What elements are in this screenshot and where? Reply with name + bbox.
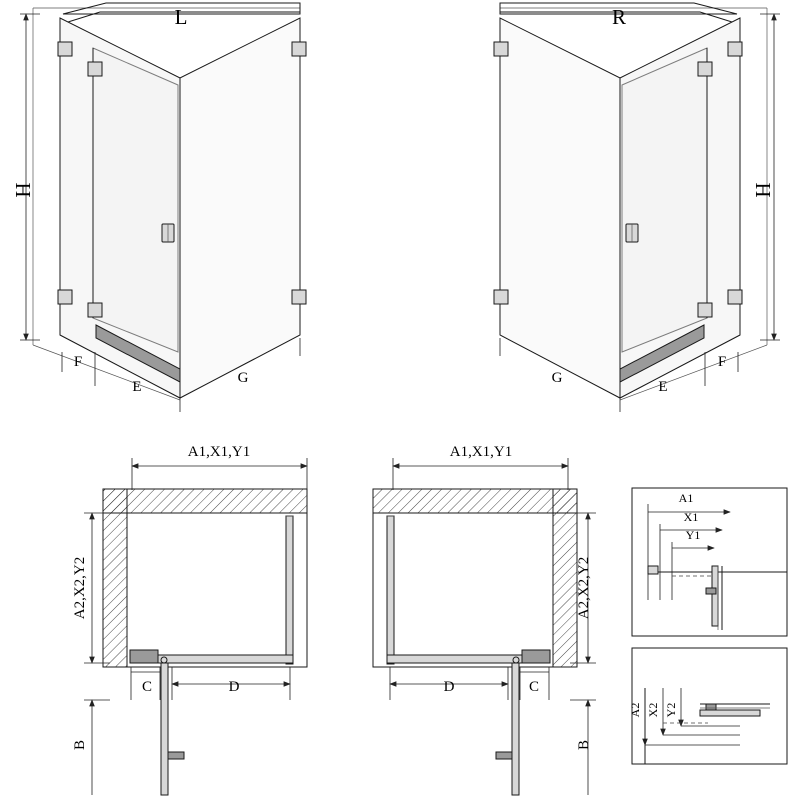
dim-label-A2X2Y2-right: A2,X2,Y2 — [576, 556, 592, 620]
detail-label-X2: X2 — [646, 702, 660, 718]
view-label-R: R — [611, 5, 627, 29]
detail-view-horizontal — [632, 488, 787, 636]
plan-view-right — [373, 444, 596, 795]
dim-label-B-right: B — [576, 739, 592, 751]
dim-label-H-left: H — [11, 182, 35, 198]
dim-label-G-left: G — [237, 370, 249, 386]
dim-label-A1X1Y1-right: A1,X1,Y1 — [449, 444, 513, 460]
dim-label-E-right: E — [658, 379, 668, 395]
dim-label-H-right: H — [751, 182, 775, 198]
view-label-L: L — [174, 5, 188, 29]
dim-label-F-left: F — [73, 354, 83, 370]
dim-label-G-right: G — [551, 370, 563, 386]
detail-label-X1: X1 — [683, 510, 699, 524]
view-left-isometric — [11, 3, 306, 412]
view-right-isometric — [494, 3, 780, 412]
detail-view-vertical — [628, 648, 787, 764]
plan-view-left — [72, 444, 307, 795]
detail-label-A1: A1 — [678, 491, 694, 505]
dim-label-A2X2Y2-left: A2,X2,Y2 — [72, 556, 88, 620]
detail-label-Y2: Y2 — [664, 702, 678, 718]
dim-label-D-right: D — [443, 679, 455, 695]
dim-label-B-left: B — [72, 739, 88, 751]
detail-label-A2: A2 — [628, 702, 642, 718]
detail-label-Y1: Y1 — [685, 528, 701, 542]
dim-label-F-right: F — [717, 354, 727, 370]
dim-label-A1X1Y1-left: A1,X1,Y1 — [187, 444, 251, 460]
dim-label-C-left: C — [141, 679, 153, 695]
dim-label-C-right: C — [528, 679, 540, 695]
dim-label-D-left: D — [228, 679, 240, 695]
dim-label-E-left: E — [132, 379, 142, 395]
